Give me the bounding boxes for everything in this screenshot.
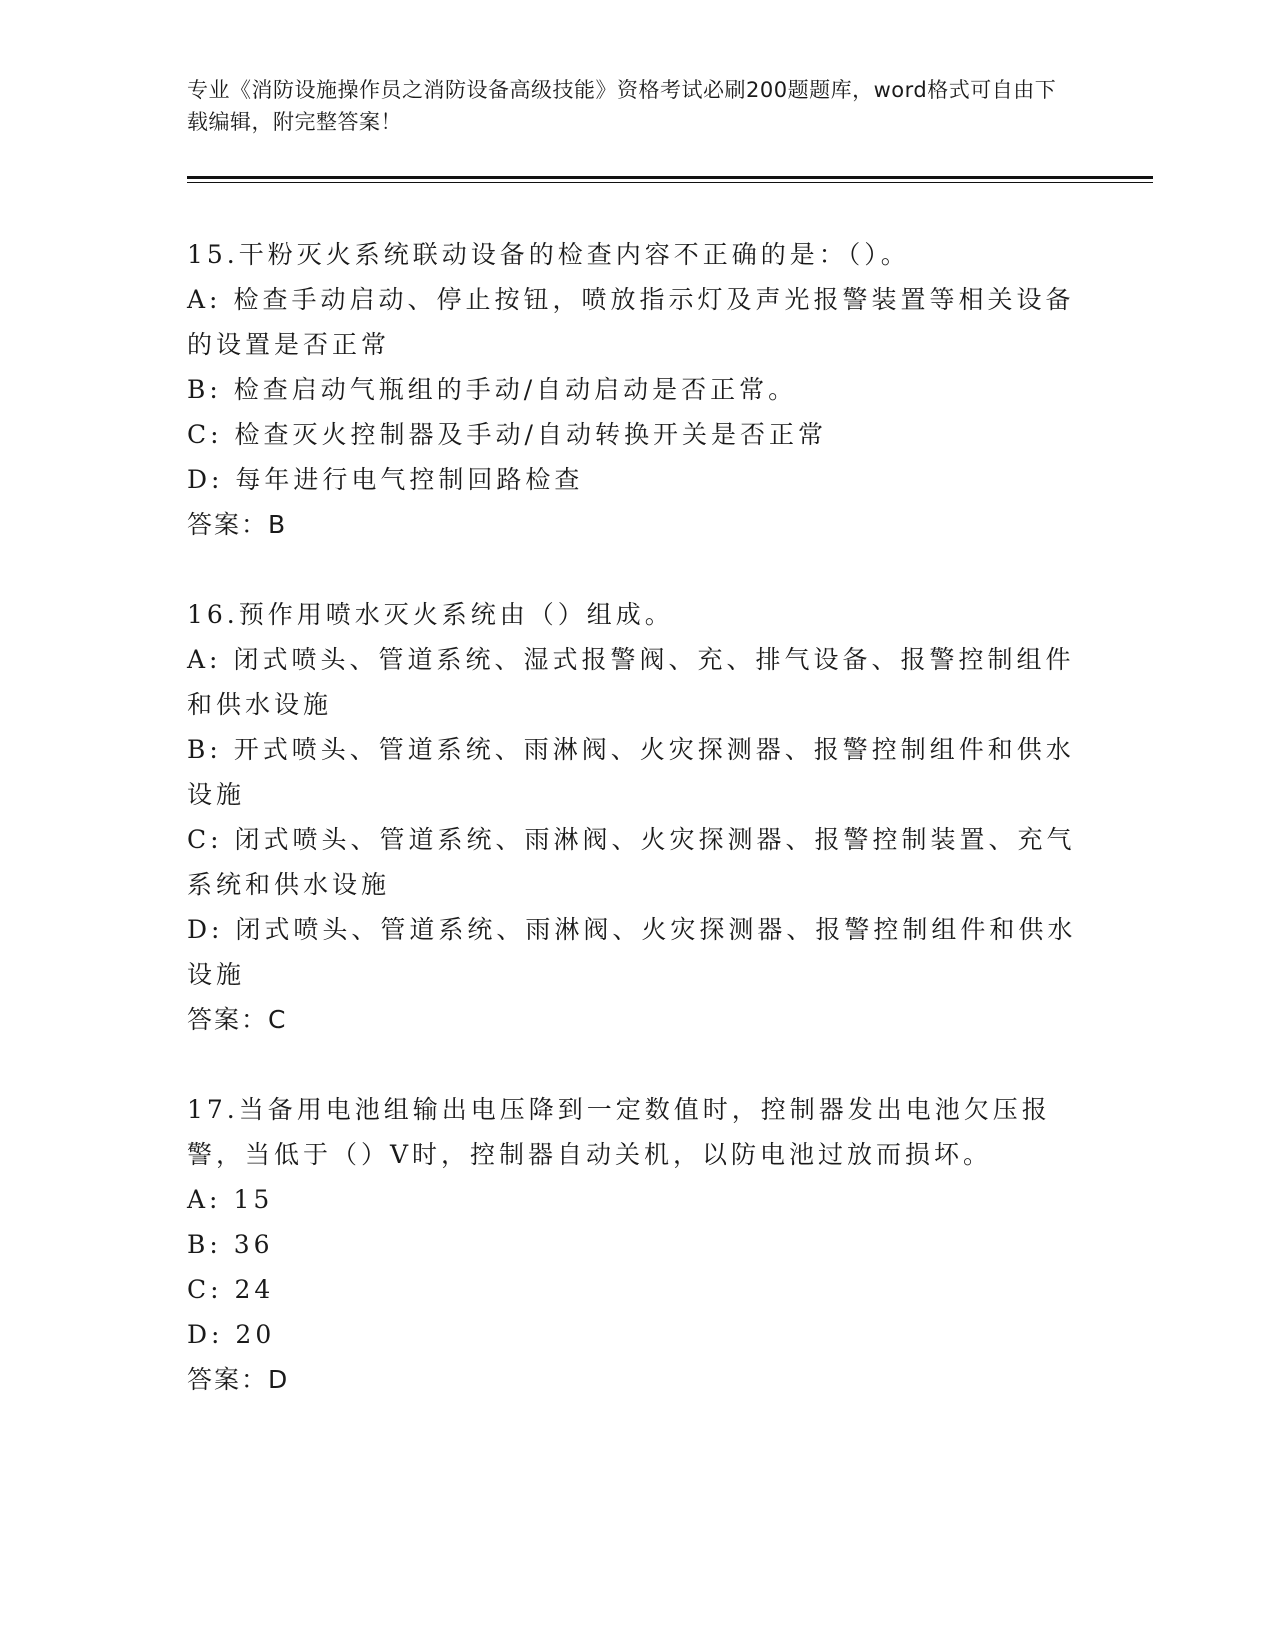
- answer-line: 答案：B: [187, 510, 288, 539]
- header-rule-thin: [187, 182, 1153, 183]
- question-stem: 15.干粉灭火系统联动设备的检查内容不正确的是：（）。: [187, 240, 910, 269]
- option-key: D:: [187, 1320, 224, 1349]
- option-key: B:: [187, 375, 222, 404]
- answer-line: 答案：C: [187, 1005, 288, 1034]
- option-c: [187, 412, 1077, 457]
- option-c: [187, 817, 1077, 907]
- header-rule-thick: [187, 176, 1153, 179]
- option-text: 24: [234, 1275, 275, 1304]
- option-b: [187, 1222, 1077, 1267]
- option-key: B:: [187, 735, 222, 764]
- question-stem: 16.预作用喷水灭火系统由（）组成。: [187, 600, 674, 629]
- option-key: A:: [187, 645, 222, 674]
- option-b: [187, 727, 1077, 817]
- option-a: [187, 277, 1077, 367]
- question-stem: 17.当备用电池组输出电压降到一定数值时，控制器发出电池欠压报警，当低于（）V时，控制器自动关机，以防电池过放而损坏。: [187, 1095, 1051, 1169]
- option-c: [187, 1267, 1077, 1312]
- option-key: C:: [187, 1275, 223, 1304]
- option-a: [187, 1177, 1077, 1222]
- option-text: 闭式喷头、管道系统、雨淋阀、火灾探测器、报警控制装置、充气系统和供水设施: [187, 825, 1076, 899]
- question-16: [187, 592, 1077, 1042]
- question-list: [187, 232, 1077, 1447]
- option-b: [187, 367, 1077, 412]
- option-text: 检查灭火控制器及手动/自动转换开关是否正常: [234, 420, 827, 449]
- option-text: 20: [235, 1320, 276, 1349]
- option-text: 闭式喷头、管道系统、雨淋阀、火灾探测器、报警控制组件和供水设施: [187, 915, 1077, 989]
- option-text: 闭式喷头、管道系统、湿式报警阀、充、排气设备、报警控制组件和供水设施: [187, 645, 1075, 719]
- option-key: C:: [187, 420, 223, 449]
- option-text: 检查启动气瓶组的手动/自动启动是否正常。: [233, 375, 798, 404]
- option-d: [187, 1312, 1077, 1357]
- answer-line: 答案：D: [187, 1365, 290, 1394]
- option-text: 开式喷头、管道系统、雨淋阀、火灾探测器、报警控制组件和供水设施: [187, 735, 1075, 809]
- option-d: [187, 907, 1077, 997]
- option-key: B:: [187, 1230, 222, 1259]
- option-text: 检查手动启动、停止按钮，喷放指示灯及声光报警装置等相关设备的设置是否正常: [187, 285, 1075, 359]
- option-text: 每年进行电气控制回路检查: [235, 465, 584, 494]
- option-a: [187, 637, 1077, 727]
- option-key: D:: [187, 915, 224, 944]
- option-key: D:: [187, 465, 224, 494]
- option-key: A:: [187, 285, 222, 314]
- question-17: [187, 1087, 1077, 1402]
- option-key: A:: [187, 1185, 222, 1214]
- question-15: [187, 232, 1077, 547]
- document-header: 专业《消防设施操作员之消防设备高级技能》资格考试必刷200题题库，word格式可自由下载编辑，附完整答案！: [187, 78, 1057, 134]
- option-d: [187, 457, 1077, 502]
- option-text: 36: [233, 1230, 274, 1259]
- option-key: C:: [187, 825, 223, 854]
- option-text: 15: [233, 1185, 274, 1214]
